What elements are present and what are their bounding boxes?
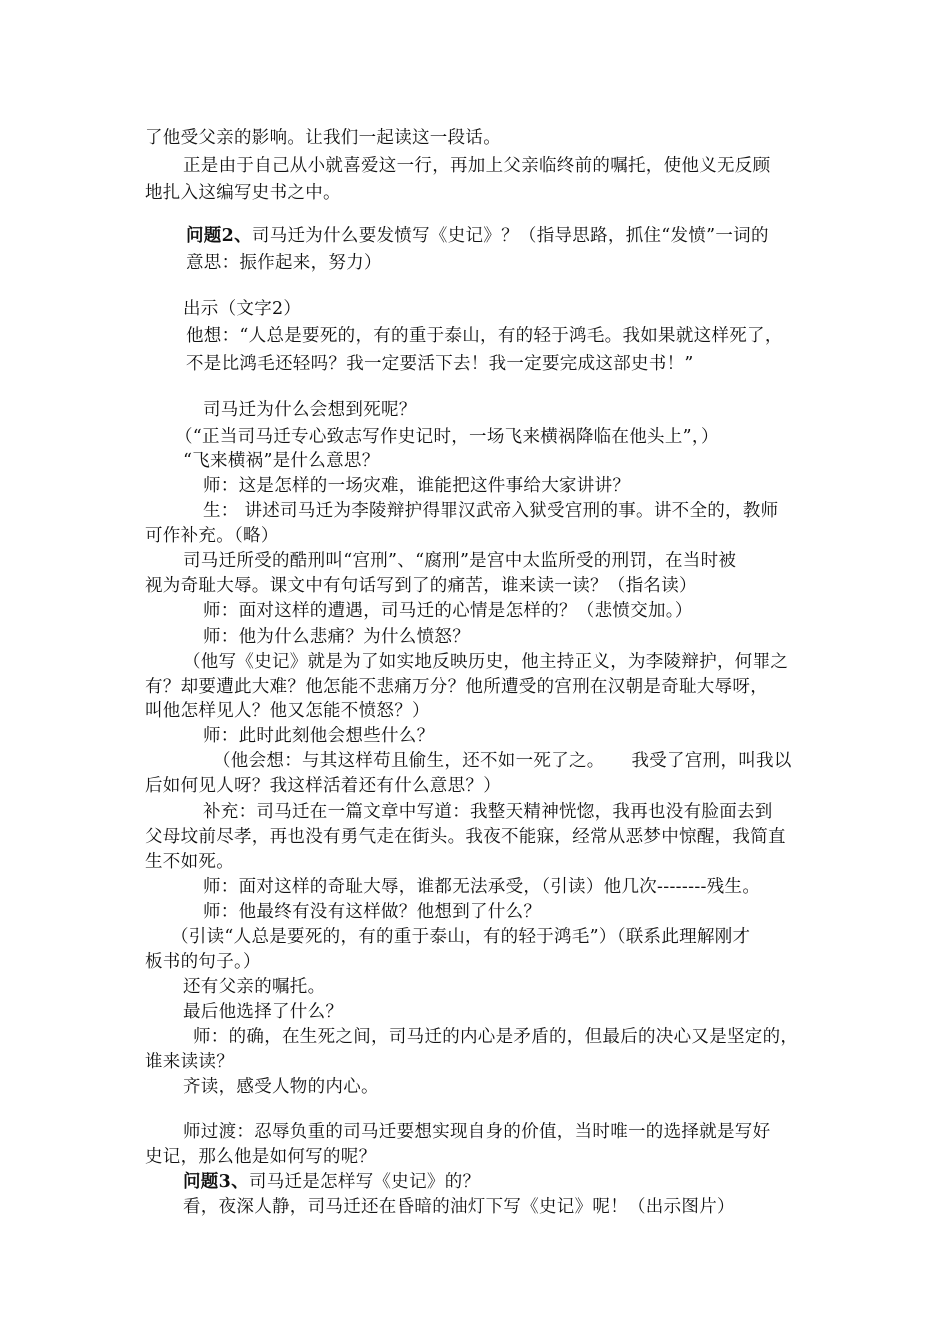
text-line: （引读“人总是要死的，有的重于泰山，有的轻于鸿毛”）（联系此理解刚才 bbox=[171, 927, 751, 947]
text-line: （“正当司马迁专心致志写作史记时，一场飞来横祸降临在他头上”，） bbox=[175, 427, 719, 447]
question-2-text: 司马迁为什么要发愤写《史记》？（指导思路，抓住“发愤”一词的 bbox=[251, 226, 769, 246]
question-3-label: 问题3、 bbox=[183, 1172, 249, 1192]
text-line: 了他受父亲的影响。让我们一起读这一段话。 bbox=[145, 128, 501, 148]
text-line: 师：他为什么悲痛？为什么愤怒？ bbox=[203, 627, 470, 647]
text-line: 师：他最终有没有这样做？他想到了什么？ bbox=[203, 902, 542, 922]
text-line: 最后他选择了什么？ bbox=[183, 1002, 344, 1022]
question-2-line bbox=[186, 224, 769, 248]
text-line: 视为奇耻大辱。课文中有句话写到了的痛苦，谁来读一读？（指名读） bbox=[145, 576, 697, 596]
text-line: 意思：振作起来，努力） bbox=[186, 253, 382, 273]
text-line: 还有父亲的嘱托。 bbox=[183, 977, 326, 997]
text-line: 板书的句子。） bbox=[145, 952, 261, 972]
text-line: 师：此时此刻他会想些什么？ bbox=[203, 726, 435, 746]
text-line: 出示（文字2） bbox=[183, 299, 302, 319]
text-line: 地扎入这编写史书之中。 bbox=[145, 183, 341, 203]
text-line: 父母坟前尽孝，再也没有勇气走在街头。我夜不能寐，经常从恶梦中惊醒，我简直 bbox=[145, 827, 786, 847]
text-line: 司马迁为什么会想到死呢？ bbox=[203, 400, 417, 420]
text-line: 史记，那么他是如何写的呢？ bbox=[145, 1147, 377, 1167]
text-line: 师过渡：忍辱负重的司马迁要想实现自身的价值，当时唯一的选择就是写好 bbox=[183, 1122, 771, 1142]
question-2-label: 问题2、 bbox=[186, 226, 252, 246]
text-line: 师：面对这样的奇耻大辱，谁都无法承受，（引读）他几次--------残生。 bbox=[203, 877, 761, 897]
text-line: “飞来横祸”是什么意思？ bbox=[183, 451, 380, 471]
text-line: 师：面对这样的遭遇，司马迁的心情是怎样的？（悲愤交加。） bbox=[203, 601, 693, 621]
text-line: 师：的确，在生死之间，司马迁的内心是矛盾的，但最后的决心又是坚定的， bbox=[193, 1027, 799, 1047]
text-line: 生不如死。 bbox=[145, 852, 234, 872]
text-line: 正是由于自己从小就喜爱这一行，再加上父亲临终前的嘱托，使他义无反顾 bbox=[183, 156, 771, 176]
text-line: 他想：“人总是要死的，有的重于泰山，有的轻于鸿毛。我如果就这样死了， bbox=[186, 326, 783, 346]
text-line: 生： 讲述司马迁为李陵辩护得罪汉武帝入狱受宫刑的事。讲不全的，教师 bbox=[203, 501, 779, 521]
text-line: 不是比鸿毛还轻吗？我一定要活下去！我一定要完成这部史书！” bbox=[186, 354, 694, 374]
text-line: 可作补充。（略） bbox=[145, 526, 279, 546]
text-line: 司马迁所受的酷刑叫“宫刑”、“腐刑”是宫中太监所受的刑罚，在当时被 bbox=[183, 551, 737, 571]
question-3-text: 司马迁是怎样写《史记》的？ bbox=[248, 1172, 481, 1192]
text-line: 齐读，感受人物的内心。 bbox=[183, 1077, 379, 1097]
text-line: 后如何见人呀？我这样活着还有什么意思？） bbox=[145, 776, 501, 796]
question-3-line bbox=[183, 1170, 480, 1194]
text-line: 师：这是怎样的一场灾难，谁能把这件事给大家讲讲？ bbox=[203, 476, 631, 496]
text-line: （他写《史记》就是为了如实地反映历史，他主持正义，为李陵辩护，何罪之 bbox=[183, 652, 789, 672]
text-line: （他会想：与其这样苟且偷生，还不如一死了之。 我受了宫刑，叫我以 bbox=[213, 751, 792, 771]
text-line: 有？却要遭此大难？他怎能不悲痛万分？他所遭受的宫刑在汉朝是奇耻大辱呀， bbox=[145, 677, 768, 697]
text-line: 谁来读读？ bbox=[145, 1052, 234, 1072]
text-line: 补充：司马迁在一篇文章中写道：我整天精神恍惚，我再也没有脸面去到 bbox=[203, 802, 773, 822]
text-line: 看，夜深人静，司马迁还在昏暗的油灯下写《史记》呢！（出示图片） bbox=[183, 1197, 735, 1217]
text-line: 叫他怎样见人？他又怎能不愤怒？） bbox=[145, 701, 430, 721]
